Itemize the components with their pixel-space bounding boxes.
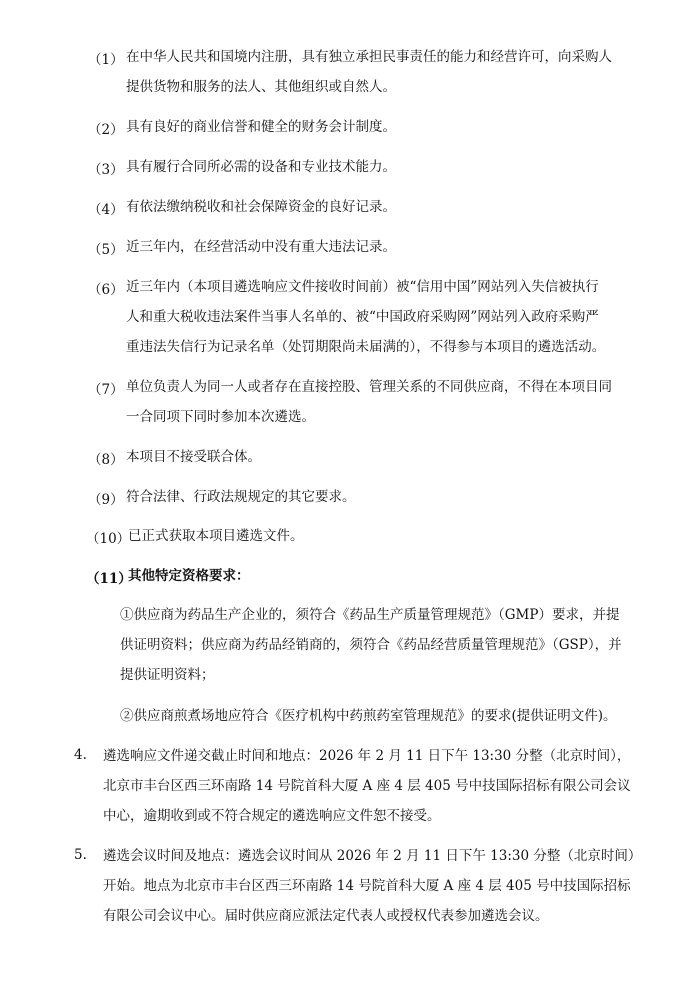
item-text bbox=[126, 152, 612, 182]
item-line: 近三年内（本项目遴选响应文件接收时间前）被“信用中国”网站列入失信被执行 bbox=[126, 279, 599, 295]
item-text bbox=[126, 192, 612, 222]
item-text bbox=[126, 232, 612, 262]
item-number: （6） bbox=[88, 282, 124, 298]
item-number: （3） bbox=[88, 162, 124, 178]
item-line: 提供货物和服务的法人、其他组织或自然人。 bbox=[126, 79, 396, 95]
item-line: 已正式获取本项目遴选文件。 bbox=[128, 528, 304, 544]
section-line: 开始。地点为北京市丰台区西三环南路 14 号院首科大厦 A 座 4 层 405 号中技国际招标 bbox=[103, 878, 631, 894]
section-text bbox=[103, 841, 642, 931]
item-number: （9） bbox=[88, 492, 124, 508]
section-text bbox=[103, 741, 631, 831]
section-line: 有限公司会议中心。届时供应商应派法定代表人或授权代表参加遴选会议。 bbox=[103, 908, 549, 924]
item-text bbox=[126, 42, 612, 102]
section-line: 中心，逾期收到或不符合规定的遴选响应文件恕不接受。 bbox=[103, 808, 441, 824]
item-line: 重违法失信行为记录名单（处罚期限尚未届满的），不得参与本项目的遴选活动。 bbox=[126, 339, 606, 355]
special-requirement bbox=[120, 600, 622, 690]
item-text bbox=[126, 482, 612, 512]
item-line: 具有良好的商业信誉和健全的财务会计制度。 bbox=[126, 119, 396, 135]
item-line: 有依法缴纳税收和社会保障资金的良好记录。 bbox=[126, 199, 396, 215]
item-text bbox=[126, 112, 612, 142]
item-number: （10） bbox=[86, 531, 131, 547]
item-line: 其他特定资格要求： bbox=[128, 568, 250, 584]
item-number: （11） bbox=[86, 571, 132, 587]
item-line: 人和重大税收违法案件当事人名单的、被“中国政府采购网”网站列入政府采购严 bbox=[126, 309, 599, 325]
special-line: 提供证明资料； bbox=[120, 667, 215, 683]
item-text bbox=[126, 442, 612, 472]
section-line: 遴选响应文件递交截止时间和地点：2026 年 2 月 11 日下午 13:30 分整（北京时间）， bbox=[103, 748, 631, 764]
item-text bbox=[128, 521, 614, 551]
item-line: 符合法律、行政法规规定的其它要求。 bbox=[126, 489, 356, 505]
item-text bbox=[126, 272, 612, 362]
item-number: （2） bbox=[88, 122, 124, 138]
section-number: 4. bbox=[74, 747, 87, 763]
special-line: ①供应商为药品生产企业的，须符合《药品生产质量管理规范》（GMP）要求，并提 bbox=[120, 607, 620, 623]
item-line: 在中华人民共和国境内注册，具有独立承担民事责任的能力和经营许可，向采购人 bbox=[126, 49, 612, 65]
section-line: 遴选会议时间及地点：遴选会议时间从 2026 年 2 月 11 日下午 13:30 分整（北京时间） bbox=[103, 848, 642, 864]
item-number: （4） bbox=[88, 202, 124, 218]
special-line: ②供应商煎煮场地应符合《医疗机构中药煎药室管理规范》的要求(提供证明文件)。 bbox=[120, 708, 617, 724]
item-text bbox=[128, 561, 614, 591]
special-line: 供证明资料；供应商为药品经销商的，须符合《药品经营质量管理规范》（GSP），并 bbox=[120, 637, 622, 653]
item-number: （1） bbox=[88, 52, 124, 68]
section-number: 5. bbox=[74, 847, 87, 863]
special-requirement bbox=[120, 701, 617, 731]
item-number: （7） bbox=[88, 382, 124, 398]
section-line: 北京市丰台区西三环南路 14 号院首科大厦 A 座 4 层 405 号中技国际招标有限公司会议 bbox=[103, 778, 631, 794]
item-line: 近三年内，在经营活动中没有重大违法记录。 bbox=[126, 239, 396, 255]
item-line: 本项目不接受联合体。 bbox=[126, 449, 261, 465]
item-line: 单位负责人为同一人或者存在直接控股、管理关系的不同供应商，不得在本项目同 bbox=[126, 379, 612, 395]
item-text bbox=[126, 372, 612, 432]
item-line: 具有履行合同所必需的设备和专业技术能力。 bbox=[126, 159, 396, 175]
item-line: 一合同项下同时参加本次遴选。 bbox=[126, 409, 315, 425]
item-number: （8） bbox=[88, 452, 124, 468]
item-number: （5） bbox=[88, 242, 124, 258]
